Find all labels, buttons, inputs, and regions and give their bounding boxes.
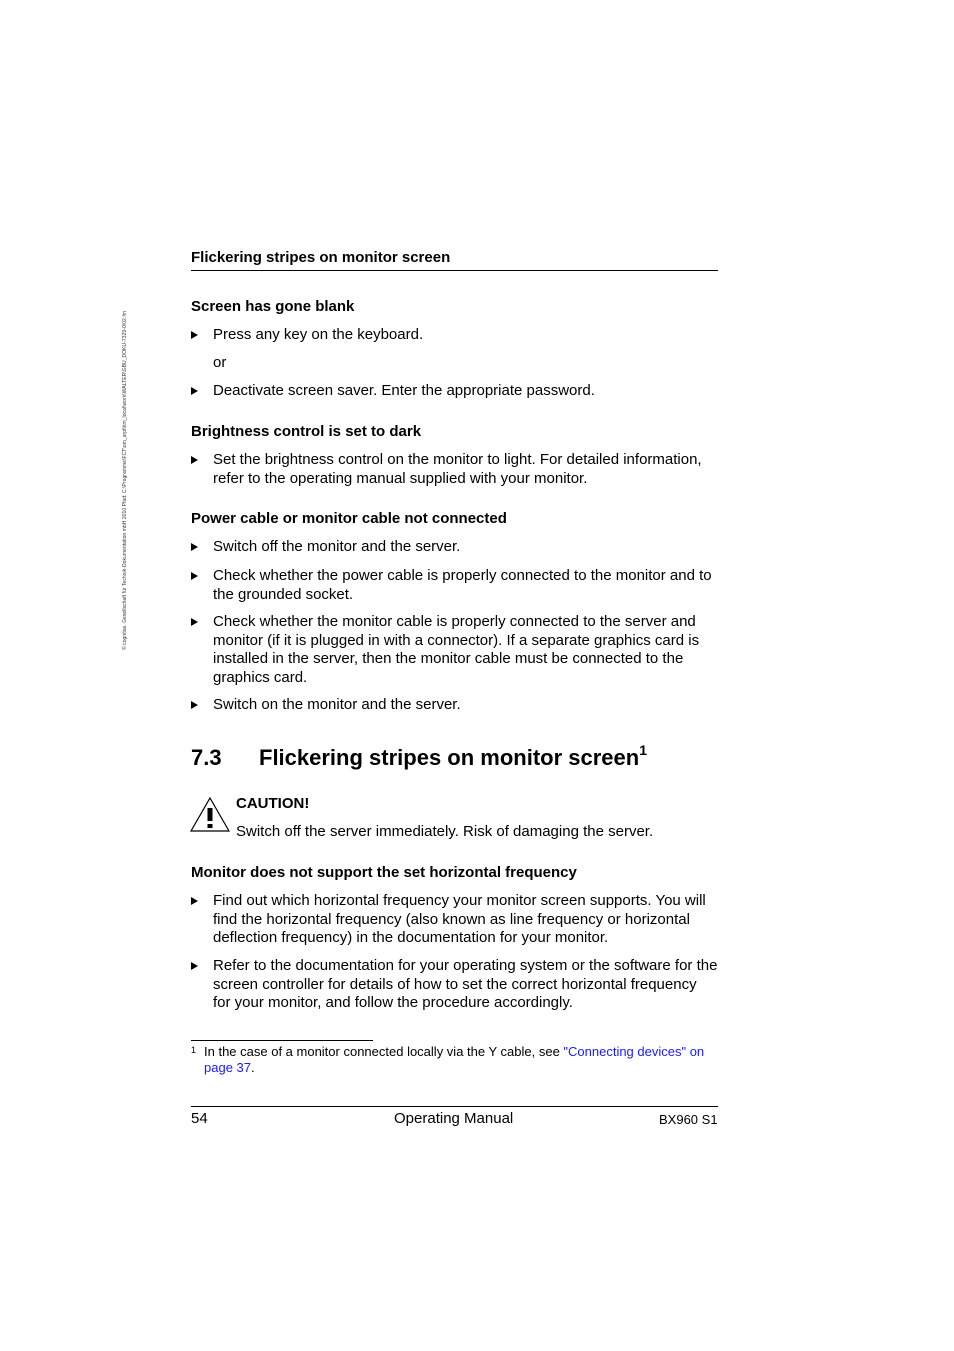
- triangle-bullet-icon: [191, 572, 198, 580]
- triangle-bullet-icon: [191, 618, 198, 626]
- triangle-bullet-icon: [191, 701, 198, 709]
- triangle-bullet-icon: [191, 456, 198, 464]
- caution-text: Switch off the server immediately. Risk of damaging the server.: [236, 823, 654, 840]
- chapter-number: 7.3: [191, 745, 222, 770]
- side-note: © cognitas. Gesellschaft für Technik-Dokumentation mbH 2010 Pfad: C:\Programme\FCT\om_arpt\km_local\work\WALTER\GBU_DOKU-7329-0\02.fm: [122, 311, 128, 650]
- list-item-text: Deactivate screen saver. Enter the appropriate password.: [213, 382, 595, 399]
- triangle-bullet-icon: [191, 543, 198, 551]
- footnote-rule: [191, 1040, 373, 1041]
- or-text: or: [213, 354, 227, 371]
- triangle-bullet-icon: [191, 897, 198, 905]
- list-item-text: Check whether the monitor cable is properly connected to the server and monitor (if it is plugged in with a connector). If a separate graphics card is installed in the server, then the monitor cable must be connected to the graphics card.: [213, 613, 700, 686]
- chapter-title-text: Flickering stripes on monitor screen: [259, 745, 640, 770]
- footnote-text-before: In the case of a monitor connected locally via the Y cable, see: [204, 1044, 564, 1059]
- triangle-bullet-icon: [191, 387, 198, 395]
- list-item-text: Switch off the monitor and the server.: [213, 538, 461, 555]
- heading-frequency: Monitor does not support the set horizontal frequency: [191, 864, 577, 881]
- list-item-text: Refer to the documentation for your operating system or the software for the screen controller for details of how to set the correct horizontal frequency for your monitor, and follow the procedure accordingly.: [213, 957, 718, 1011]
- triangle-bullet-icon: [191, 331, 198, 339]
- list-item-text: Check whether the power cable is properly connected to the monitor and to the grounded socket.: [213, 567, 712, 603]
- list-item-text: Find out which horizontal frequency your monitor screen supports. You will find the horizontal frequency (also known as line frequency or horizontal deflection frequency) in the documentation for your monitor.: [213, 892, 706, 946]
- warning-triangle-icon: [189, 796, 231, 833]
- list-item-text: Press any key on the keyboard.: [213, 326, 424, 343]
- footnote-mark: 1: [191, 1045, 197, 1055]
- connecting-devices-link[interactable]: "Connecting devices" on page 37: [204, 1044, 705, 1075]
- running-header: Flickering stripes on monitor screen: [191, 249, 451, 266]
- page-number: 54: [191, 1110, 208, 1127]
- footnote-text-after: .: [251, 1060, 255, 1075]
- caution-label: CAUTION!: [236, 795, 310, 812]
- triangle-bullet-icon: [191, 962, 198, 970]
- footer-rule: [191, 1106, 718, 1107]
- list-item-text: Set the brightness control on the monitor to light. For detailed information, refer to the operating manual supplied with your monitor.: [213, 451, 702, 487]
- footnote-text: [204, 1044, 709, 1076]
- heading-cable: Power cable or monitor cable not connected: [191, 510, 507, 527]
- manual-title: Operating Manual: [394, 1110, 514, 1127]
- product-name: BX960 S1: [659, 1112, 718, 1127]
- heading-screen-blank: Screen has gone blank: [191, 298, 355, 315]
- header-rule: [191, 270, 718, 271]
- heading-brightness: Brightness control is set to dark: [191, 423, 422, 440]
- chapter-title: [259, 742, 648, 771]
- list-item-text: Switch on the monitor and the server.: [213, 696, 461, 713]
- footnote-ref: 1: [639, 742, 648, 758]
